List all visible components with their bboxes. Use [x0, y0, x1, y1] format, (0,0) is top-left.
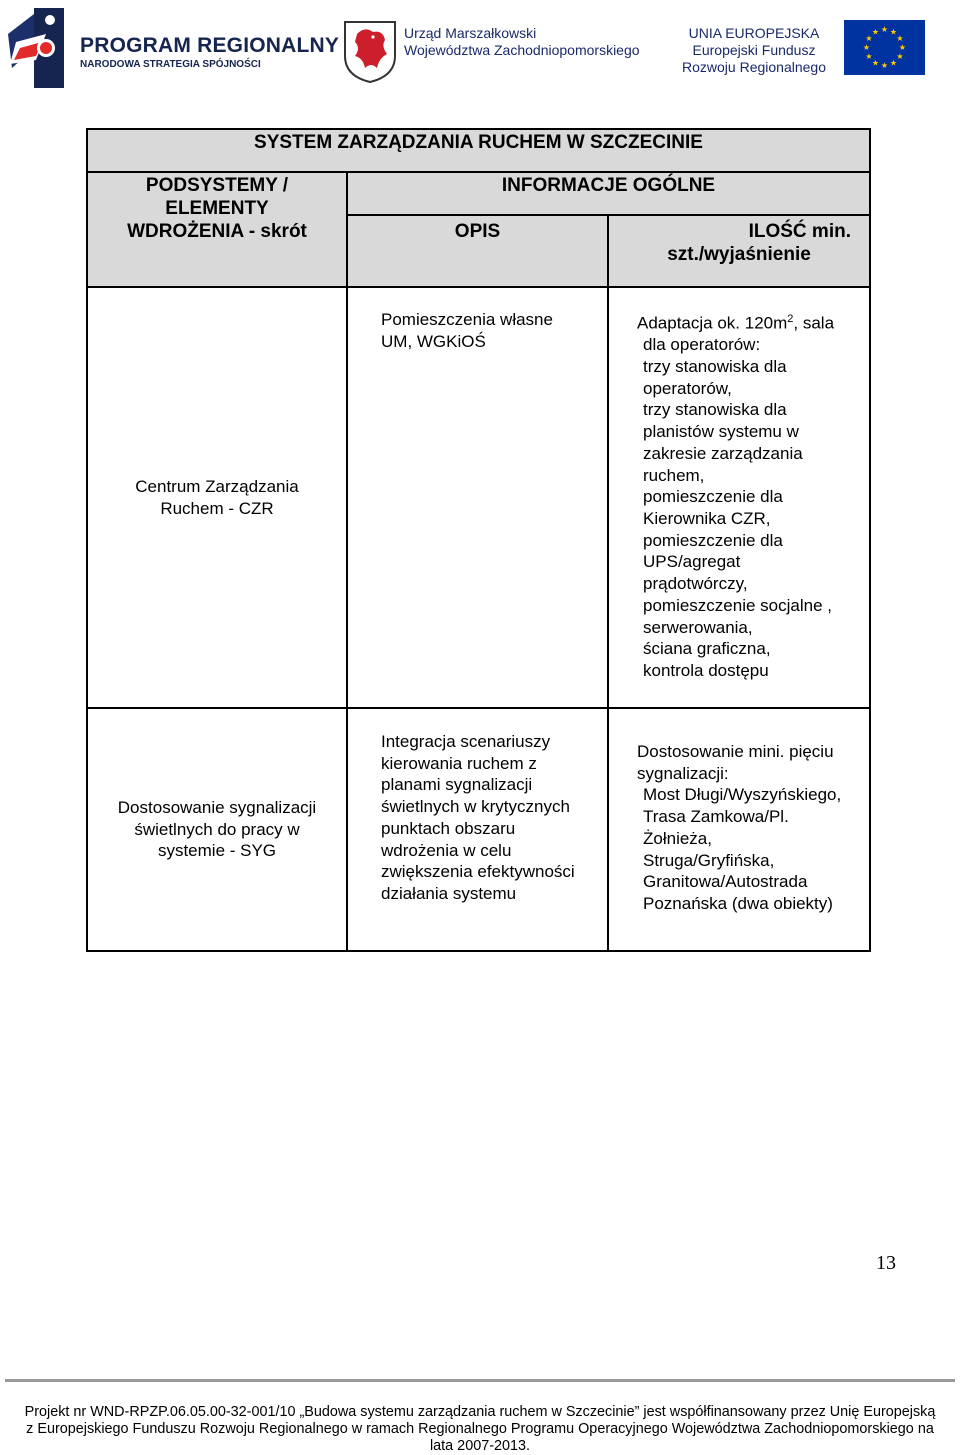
cell-line: Poznańska (dwa obiekty) — [643, 893, 833, 913]
svg-text:★: ★ — [862, 43, 871, 52]
svg-text:★: ★ — [865, 34, 873, 43]
quantity-text: , sala — [793, 313, 835, 333]
eu-line-1: UNIA EUROPEJSKA — [688, 25, 820, 41]
page-number: 13 — [876, 1252, 896, 1274]
table-row-1-name — [88, 288, 346, 707]
header-line: WDROŻENIA - skrót — [127, 221, 307, 242]
svg-text:★: ★ — [896, 52, 904, 61]
rule — [869, 128, 871, 952]
svg-text:★: ★ — [889, 58, 898, 68]
header-line: ILOŚĆ min. — [748, 221, 851, 242]
cell-line: pomieszczenie dla — [643, 530, 783, 550]
cell-line: ściana graficzna, — [643, 639, 771, 659]
cell-line: kierowania ruchem z — [381, 753, 537, 773]
svg-text:★: ★ — [871, 58, 880, 68]
svg-text:★: ★ — [865, 52, 873, 61]
table-row-2-name — [88, 709, 346, 950]
cell-line: świetlnych do pracy w — [134, 819, 300, 839]
svg-text:★: ★ — [871, 27, 880, 37]
program-regionalny-logo-icon — [6, 4, 78, 90]
cell-line: Integracja scenariuszy — [381, 732, 551, 751]
office-name — [404, 25, 640, 59]
cell-line: trzy stanowiska dla — [643, 357, 787, 377]
cell-line: planistów systemu w — [643, 422, 799, 442]
svg-text:★: ★ — [896, 34, 904, 43]
cell-line: świetlnych w krytycznych — [381, 797, 570, 817]
cell-line: operatorów, — [643, 378, 732, 398]
eu-fund-text — [676, 25, 832, 76]
header-line: szt./wyjaśnienie — [667, 244, 811, 265]
column-group-header: INFORMACJE OGÓLNE — [501, 175, 716, 196]
eu-line-2: Europejski Fundusz — [692, 42, 816, 58]
footer-note — [0, 1404, 960, 1455]
rule — [86, 950, 871, 952]
footer-line: lata 2007-2013. — [429, 1438, 531, 1454]
quantity-list — [637, 334, 869, 681]
cell-line: punktach obszaru — [381, 818, 516, 838]
cell-line: Dostosowanie mini. pięciu — [637, 742, 834, 761]
rule — [86, 171, 871, 173]
table-row-1-quantity — [637, 309, 869, 682]
footer-divider — [5, 1379, 955, 1382]
cell-line: Dostosowanie sygnalizacji — [117, 797, 317, 817]
cell-line: Most Długi/Wyszyńskiego, — [643, 785, 842, 805]
cell-line: kontrola dostępu — [643, 660, 769, 680]
cell-line: Ruchem - CZR — [160, 498, 274, 518]
cell-line: działania systemu — [381, 883, 517, 903]
cell-line: UPS/agregat — [643, 552, 741, 572]
cell-line: serwerowania, — [643, 617, 753, 637]
cell-line: wdrożenia w celu — [381, 840, 512, 860]
cell-line: Pomieszczenia własne — [381, 310, 553, 329]
cell-line: Struga/Gryfińska, — [643, 850, 775, 870]
cell-line — [637, 309, 869, 334]
footer-line: Projekt nr WND-RPZP.06.05.00-32-001/10 „Budowa systemu zarządzania ruchem w Szczecinie” jest współfinansowany przez Unię Europejską — [24, 1404, 936, 1420]
cell-line: dla operatorów: — [643, 335, 761, 355]
header-line: PODSYSTEMY / — [145, 175, 289, 196]
rule — [607, 214, 609, 952]
column-header-description: OPIS — [454, 221, 501, 242]
table-row-1-description — [381, 309, 607, 352]
svg-text:★: ★ — [889, 27, 898, 37]
page-header — [0, 0, 960, 95]
office-line-1: Urząd Marszałkowski — [404, 25, 537, 41]
quantity-list — [637, 784, 869, 914]
svg-text:★: ★ — [880, 25, 889, 34]
program-subtitle: NARODOWA STRATEGIA SPÓJNOŚCI — [80, 59, 261, 70]
cell-line: pomieszczenie socjalne , — [643, 595, 832, 615]
cell-line: Centrum Zarządzania — [135, 476, 299, 496]
cell-line: Kierownika CZR, — [643, 508, 771, 528]
column-header-subsystems — [88, 174, 346, 243]
cell-line: Żołnieża, — [643, 828, 712, 848]
cell-line: prądotwórczy, — [643, 574, 748, 594]
cell-line: sygnalizacji: — [637, 763, 729, 783]
cell-line: Granitowa/Autostrada — [643, 872, 808, 892]
cell-line: pomieszczenie dla — [643, 487, 783, 507]
cell-line: Trasa Zamkowa/Pl. — [643, 807, 789, 827]
svg-text:★: ★ — [898, 43, 907, 52]
eu-line-3: Rozwoju Regionalnego — [682, 59, 826, 75]
cell-line: systemie - SYG — [157, 841, 277, 861]
quantity-text: Adaptacja ok. 120m — [637, 313, 788, 333]
footer-line: z Europejskiego Funduszu Rozwoju Regionalnego w ramach Regionalnego Programu Operacyjnego Województwa Zachodniopomorskiego na — [26, 1421, 934, 1437]
cell-line: zwiększenia efektywności — [381, 862, 575, 882]
cell-line: trzy stanowiska dla — [643, 400, 787, 420]
column-header-quantity — [609, 220, 869, 266]
cell-line: planami sygnalizacji — [381, 775, 533, 795]
program-title: PROGRAM REGIONALNY — [80, 34, 340, 57]
cell-line: zakresie zarządzania — [643, 443, 803, 463]
eu-flag-icon — [844, 20, 925, 75]
traffic-system-table — [86, 128, 871, 952]
header-line: ELEMENTY — [165, 198, 269, 219]
superscript: 2 — [787, 313, 794, 325]
table-row-2-quantity — [637, 741, 869, 915]
cell-line: UM, WGKiOŚ — [381, 331, 486, 351]
griffin-crest-icon — [343, 20, 397, 84]
rule — [346, 171, 348, 952]
svg-text:★: ★ — [880, 61, 889, 70]
table-row-2-description — [381, 731, 607, 905]
table-title: SYSTEM ZARZĄDZANIA RUCHEM W SZCZECINIE — [254, 132, 703, 153]
cell-line: ruchem, — [643, 465, 705, 485]
office-line-2: Województwa Zachodniopomorskiego — [404, 42, 640, 58]
